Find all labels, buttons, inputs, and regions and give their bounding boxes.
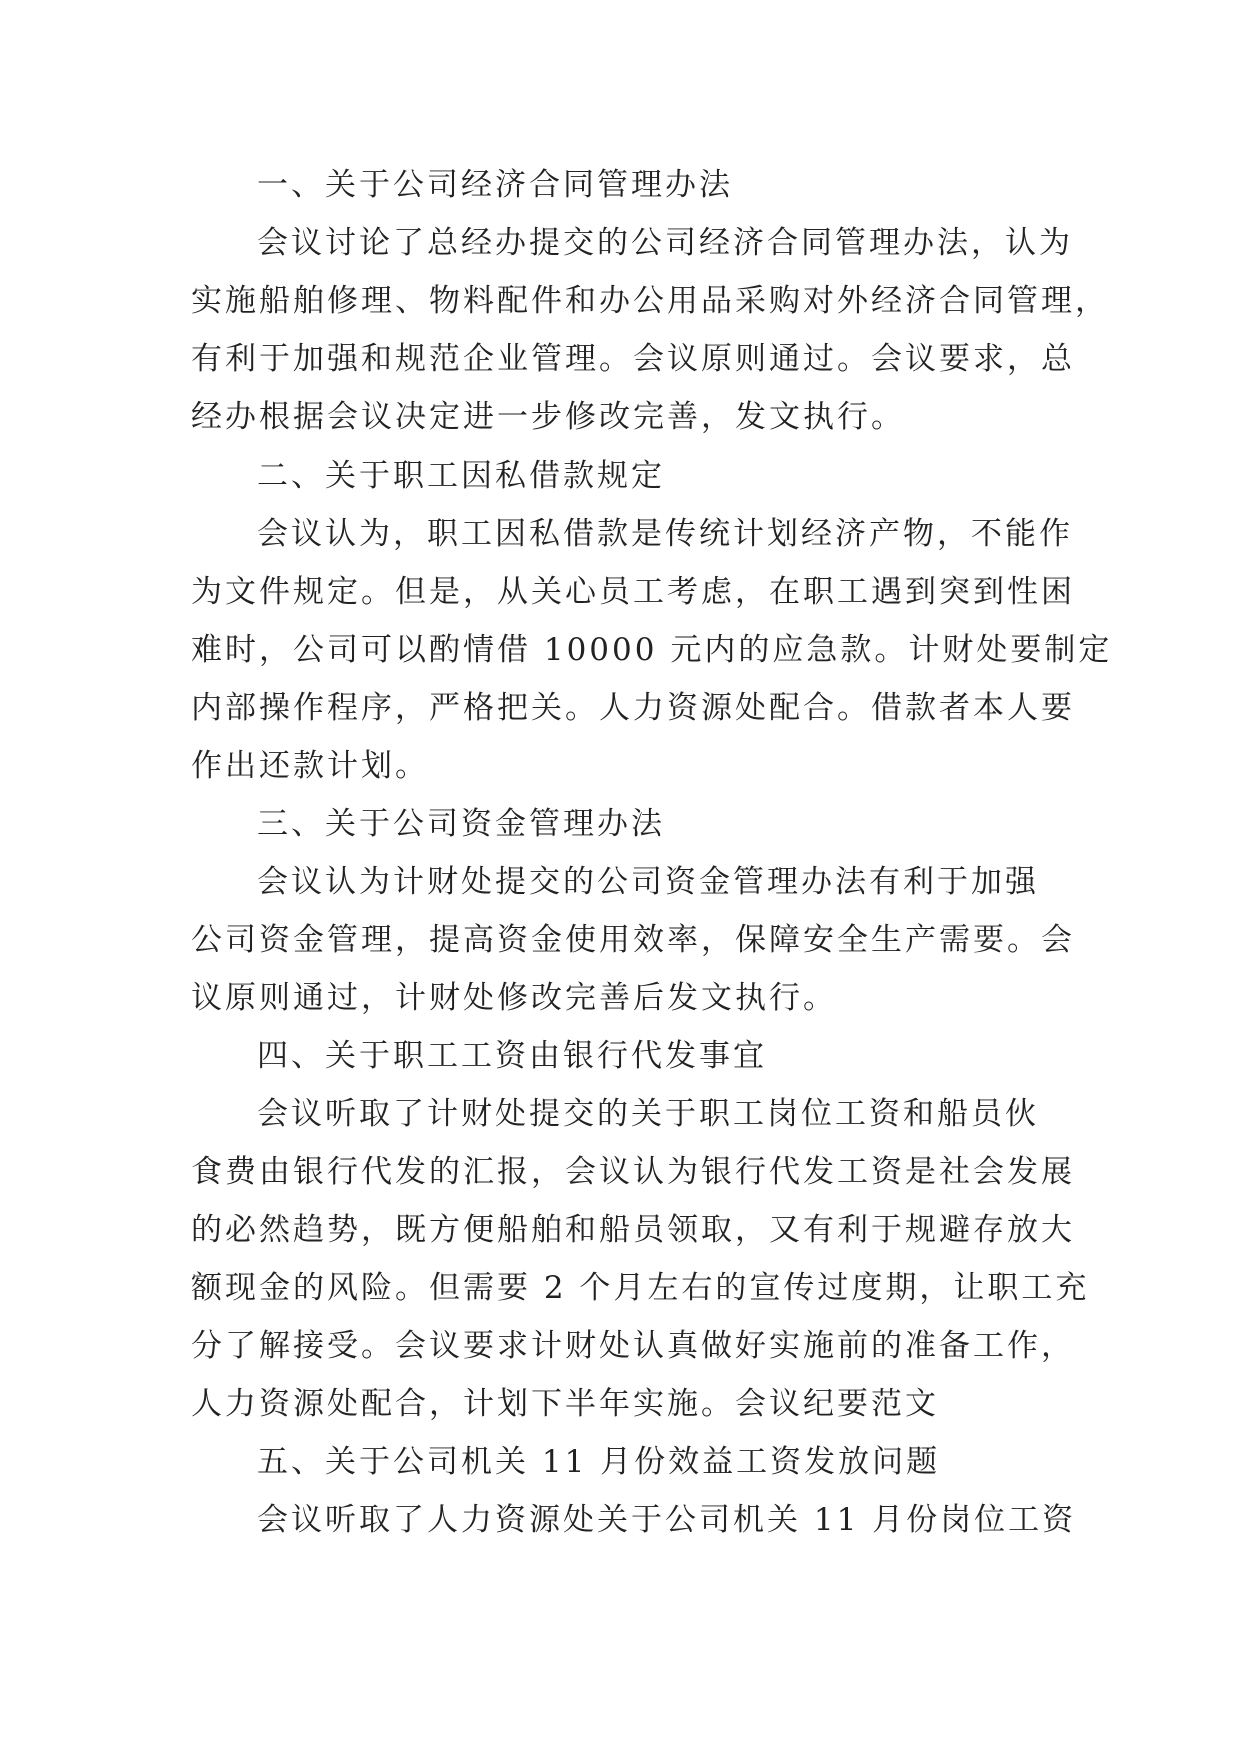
paragraph-line: 会议讨论了总经办提交的公司经济合同管理办法，认为 — [257, 225, 1073, 261]
paragraph-line: 会议听取了人力资源处关于公司机关 11 月份岗位工资 — [257, 1502, 1077, 1538]
paragraph-line: 会议认为，职工因私借款是传统计划经济产物，不能作 — [257, 516, 1073, 552]
paragraph-line: 额现金的风险。但需要 2 个月左右的宣传过度期，让职工充 — [191, 1270, 1090, 1306]
section-heading-3: 三、关于公司资金管理办法 — [257, 806, 665, 842]
paragraph-line: 人力资源处配合，计划下半年实施。会议纪要范文 — [191, 1386, 939, 1422]
paragraph-line: 有利于加强和规范企业管理。会议原则通过。会议要求，总 — [191, 341, 1075, 377]
paragraph-line: 食费由银行代发的汇报，会议认为银行代发工资是社会发展 — [191, 1154, 1075, 1190]
paragraph-line: 作出还款计划。 — [191, 748, 429, 784]
paragraph-line: 内部操作程序，严格把关。人力资源处配合。借款者本人要 — [191, 690, 1075, 726]
paragraph-line: 议原则通过，计财处修改完善后发文执行。 — [191, 980, 837, 1016]
paragraph-line: 难时，公司可以酌情借 10000 元内的应急款。计财处要制定 — [191, 632, 1113, 668]
section-heading-4: 四、关于职工工资由银行代发事宜 — [257, 1038, 767, 1074]
section-heading-5: 五、关于公司机关 11 月份效益工资发放问题 — [257, 1444, 941, 1480]
paragraph-line: 分了解接受。会议要求计财处认真做好实施前的准备工作， — [191, 1328, 1075, 1364]
paragraph-line: 会议听取了计财处提交的关于职工岗位工资和船员伙 — [257, 1096, 1039, 1132]
section-heading-2: 二、关于职工因私借款规定 — [257, 458, 665, 494]
paragraph-line: 经办根据会议决定进一步修改完善，发文执行。 — [191, 399, 905, 435]
paragraph-line: 公司资金管理，提高资金使用效率，保障安全生产需要。会 — [191, 922, 1075, 958]
paragraph-line: 会议认为计财处提交的公司资金管理办法有利于加强 — [257, 864, 1039, 900]
paragraph-line: 的必然趋势，既方便船舶和船员领取，又有利于规避存放大 — [191, 1212, 1075, 1248]
paragraph-line: 实施船舶修理、物料配件和办公用品采购对外经济合同管理， — [191, 283, 1109, 319]
section-heading-1: 一、关于公司经济合同管理办法 — [257, 167, 733, 203]
paragraph-line: 为文件规定。但是，从关心员工考虑，在职工遇到突到性困 — [191, 574, 1075, 610]
